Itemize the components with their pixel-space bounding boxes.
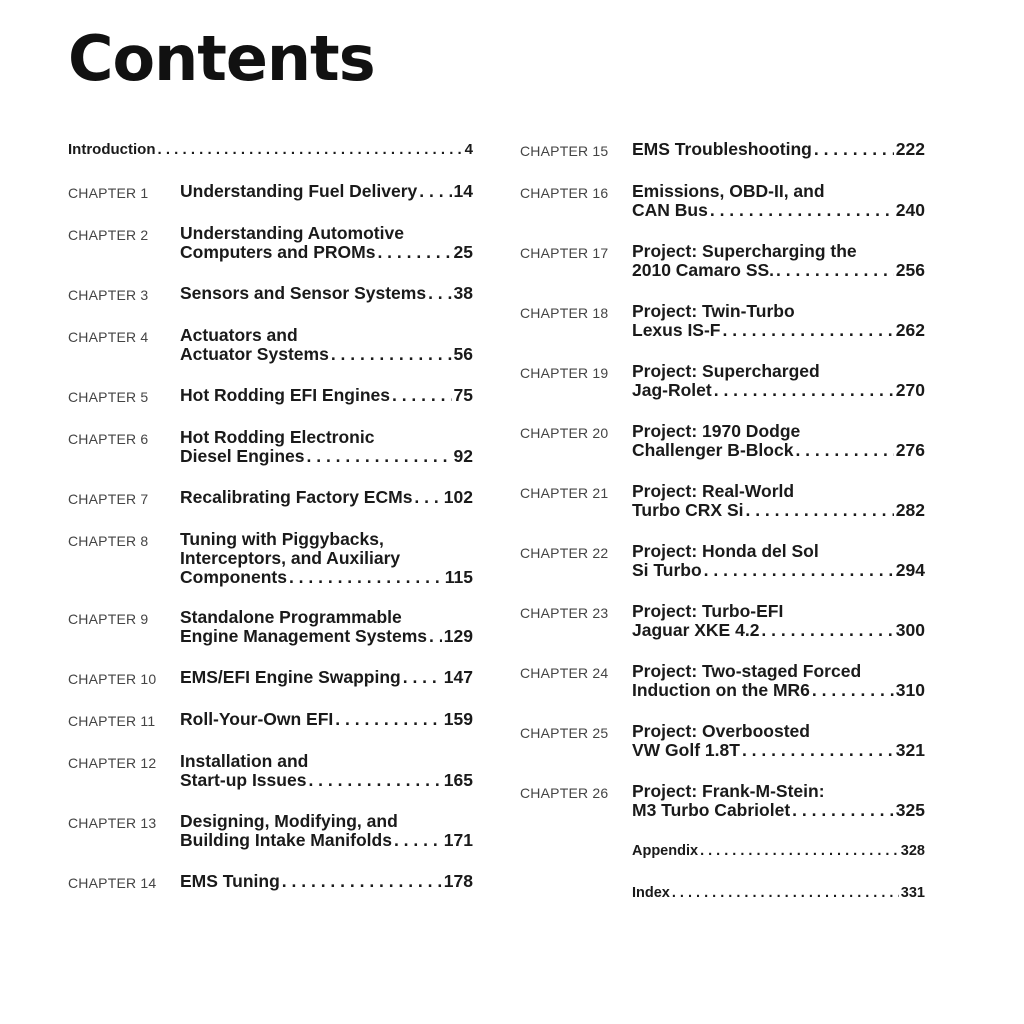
chapter-label: CHAPTER 7 [68,491,149,507]
page-number: 325 [895,800,925,820]
title-line: Engine Management Systems [180,626,428,646]
chapter-label: CHAPTER 15 [520,143,609,159]
chapter-title [180,284,473,303]
dot-leader [795,441,893,460]
page-number: 331 [900,885,925,901]
title-line: Tuning with Piggybacks, [180,529,384,549]
dot-leader [704,561,894,580]
title-line: Project: Overboosted [632,721,810,741]
dot-leader [742,741,894,760]
dot-leader [289,568,443,587]
chapter-label: CHAPTER 25 [520,725,609,741]
dot-leader [377,243,451,262]
title-line: Hot Rodding EFI Engines [180,385,390,405]
chapter-label: CHAPTER 24 [520,665,609,681]
page-number: 14 [453,181,473,201]
page-title: Contents [68,22,375,95]
page-number: 56 [453,344,473,364]
dot-leader [776,261,894,280]
chapter-label: CHAPTER 9 [68,611,149,627]
dot-leader [710,201,894,220]
page-number: 75 [453,385,473,405]
page-number: 294 [895,560,925,580]
title-line: VW Golf 1.8T [632,740,740,760]
chapter-title [632,602,925,640]
title-line: Induction on the MR6 [632,680,810,700]
chapter-title [180,608,473,646]
page-number: 321 [895,740,925,760]
title-line: Jaguar XKE 4.2 [632,620,760,640]
page-number: 102 [443,487,473,507]
title-line: Standalone Programmable [180,607,402,627]
page-number: 222 [895,139,925,159]
title-line: Project: Turbo-EFI [632,601,784,621]
title-line: Introduction [68,141,156,158]
chapter-label: CHAPTER 4 [68,329,149,345]
page-number: 270 [895,380,925,400]
page-number: 282 [895,500,925,520]
chapter-title [632,842,925,861]
chapter-label: CHAPTER 16 [520,185,609,201]
dot-leader [672,884,899,903]
page-number: 171 [443,830,473,850]
chapter-label: CHAPTER 13 [68,815,157,831]
page-number: 240 [895,200,925,220]
chapter-title [180,812,473,850]
title-line: Roll-Your-Own EFI [180,709,334,729]
title-line: Actuators and [180,325,298,345]
dot-leader [282,872,442,891]
chapter-title [632,302,925,340]
title-line: M3 Turbo Cabriolet [632,800,791,820]
title-line: Installation and [180,751,309,771]
chapter-title [632,140,925,159]
dot-leader [403,668,442,687]
page-number: 159 [443,709,473,729]
title-line: Emissions, OBD-II, and [632,181,825,201]
dot-leader [331,345,452,364]
title-line: Jag-Rolet [632,380,712,400]
title-line: 2010 Camaro SS. [632,260,775,280]
dot-leader [723,321,894,340]
title-line: Lexus IS-F [632,320,721,340]
chapter-label: CHAPTER 11 [68,713,156,729]
dot-leader [428,284,451,303]
chapter-title [632,722,925,760]
dot-leader [157,140,462,159]
title-line: Project: Frank-M-Stein: [632,781,825,801]
chapter-title [632,542,925,580]
page-number: 328 [900,843,925,859]
page-number: 256 [895,260,925,280]
title-line: Project: Honda del Sol [632,541,819,561]
title-line: Sensors and Sensor Systems [180,283,427,303]
chapter-label: CHAPTER 6 [68,431,149,447]
title-line: Building Intake Manifolds [180,830,392,850]
dot-leader [429,627,442,646]
title-line: Appendix [632,843,699,859]
title-line: EMS Troubleshooting [632,139,812,159]
chapter-label: CHAPTER 20 [520,425,609,441]
title-line: Actuator Systems [180,344,329,364]
chapter-label: CHAPTER 12 [68,755,157,771]
page-number: 310 [895,680,925,700]
chapter-label: CHAPTER 14 [68,875,157,891]
chapter-title [180,326,473,364]
title-line: Start-up Issues [180,770,307,790]
page-number: 300 [895,620,925,640]
chapter-title [180,182,473,201]
chapter-label: CHAPTER 23 [520,605,609,621]
chapter-label: CHAPTER 19 [520,365,609,381]
title-line: Diesel Engines [180,446,305,466]
dot-leader [419,182,451,201]
title-line: EMS/EFI Engine Swapping [180,667,401,687]
dot-leader [392,386,452,405]
chapter-title [180,752,473,790]
title-line: Project: Supercharged [632,361,820,381]
chapter-title [632,884,925,903]
page-number: 147 [443,667,473,687]
chapter-title [180,386,473,405]
title-line: Understanding Fuel Delivery [180,181,418,201]
chapter-label: CHAPTER 22 [520,545,609,561]
dot-leader [761,621,893,640]
title-line: Interceptors, and Auxiliary [180,548,401,568]
chapter-label: CHAPTER 2 [68,227,149,243]
page-number: 4 [464,141,473,158]
chapter-title [632,662,925,700]
chapter-label: CHAPTER 1 [68,185,149,201]
chapter-label: CHAPTER 17 [520,245,609,261]
chapter-title [68,140,473,159]
chapter-label: CHAPTER 5 [68,389,149,405]
title-line: Project: Two-staged Forced [632,661,862,681]
title-line: EMS Tuning [180,871,280,891]
page-number: 38 [453,283,473,303]
chapter-title [180,710,473,729]
chapter-title [180,530,473,587]
title-line: Project: 1970 Dodge [632,421,801,441]
page-number: 178 [443,871,473,891]
chapter-title [632,242,925,280]
chapter-label: CHAPTER 10 [68,671,157,687]
title-line: Computers and PROMs [180,242,376,262]
page-number: 262 [895,320,925,340]
page-number: 129 [443,626,473,646]
chapter-title [180,224,473,262]
dot-leader [414,488,441,507]
title-line: Turbo CRX Si [632,500,744,520]
title-line: Hot Rodding Electronic [180,427,375,447]
dot-leader [700,842,899,861]
chapter-label: CHAPTER 18 [520,305,609,321]
chapter-title [180,872,473,891]
chapter-label: CHAPTER 8 [68,533,149,549]
title-line: Designing, Modifying, and [180,811,398,831]
title-line: Si Turbo [632,560,702,580]
chapter-label: CHAPTER 21 [520,485,609,501]
dot-leader [335,710,442,729]
page-number: 276 [895,440,925,460]
dot-leader [308,771,441,790]
title-line: Project: Supercharging the [632,241,857,261]
title-line: Project: Twin-Turbo [632,301,795,321]
dot-leader [307,447,452,466]
title-line: Recalibrating Factory ECMs [180,487,413,507]
chapter-title [632,782,925,820]
chapter-label: CHAPTER 3 [68,287,149,303]
page-number: 25 [453,242,473,262]
page-number: 92 [453,446,473,466]
chapter-title [632,422,925,460]
dot-leader [792,801,894,820]
title-line: Index [632,885,670,901]
title-line: Understanding Automotive [180,223,404,243]
dot-leader [745,501,893,520]
chapter-label: CHAPTER 26 [520,785,609,801]
dot-leader [394,831,442,850]
title-line: CAN Bus [632,200,708,220]
title-line: Components [180,567,287,587]
chapter-title [180,668,473,687]
title-line: Project: Real-World [632,481,795,501]
chapter-title [180,428,473,466]
chapter-title [180,488,473,507]
dot-leader [814,140,894,159]
chapter-title [632,362,925,400]
chapter-title [632,182,925,220]
chapter-title [632,482,925,520]
page-number: 115 [444,567,473,587]
title-line: Challenger B-Block [632,440,794,460]
dot-leader [812,681,894,700]
page-number: 165 [443,770,473,790]
dot-leader [714,381,894,400]
